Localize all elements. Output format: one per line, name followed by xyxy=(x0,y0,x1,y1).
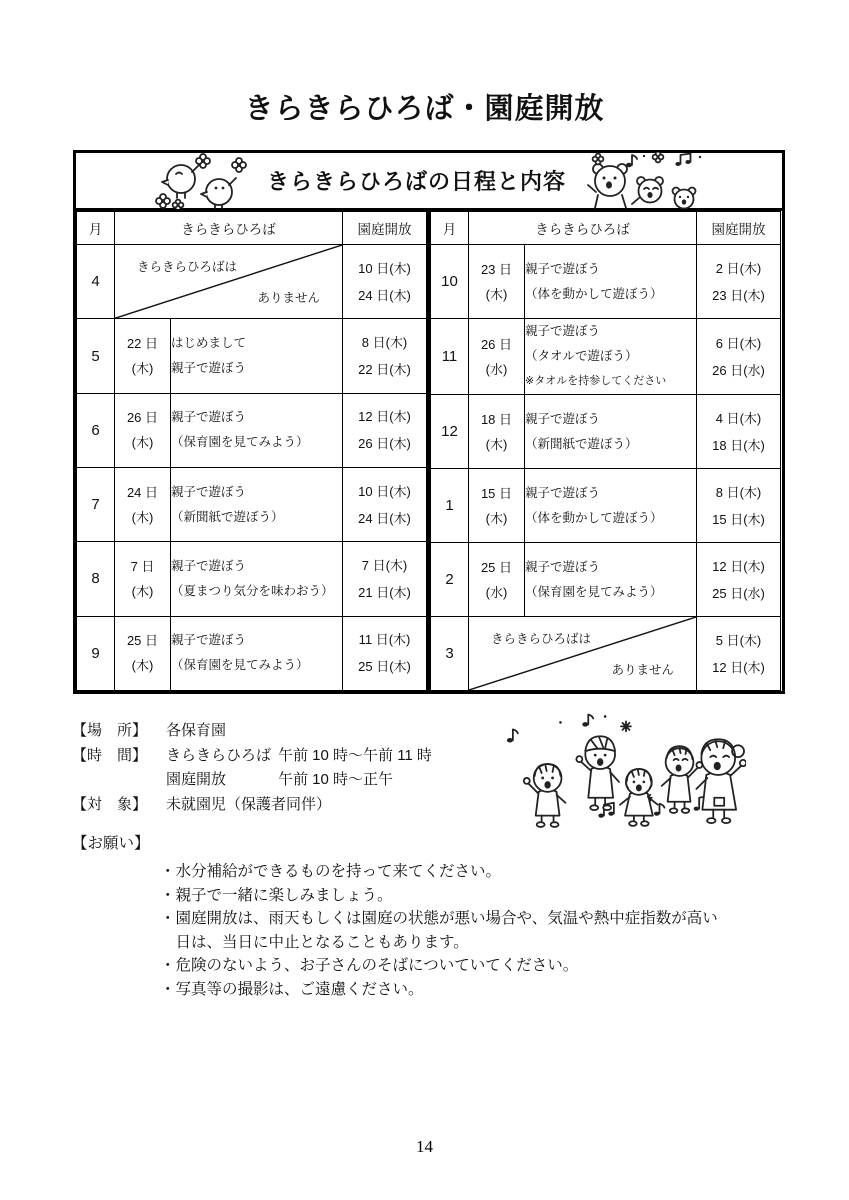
event-date-cell xyxy=(469,395,525,469)
time-row-name: 園庭開放 xyxy=(166,771,227,789)
header-row xyxy=(431,212,781,245)
activity-line: 親子で遊ぼう xyxy=(171,633,247,648)
garden-dates-cell xyxy=(697,319,781,395)
event-weekday: (木) xyxy=(131,509,154,525)
garden-date: 15 日(木) xyxy=(712,511,765,527)
garden-dates-cell xyxy=(343,468,427,542)
garden-date: 11 日(木) xyxy=(358,632,411,648)
schedule-row-december xyxy=(431,395,781,469)
garden-dates-cell xyxy=(697,469,781,543)
event-weekday: (木) xyxy=(485,510,508,526)
activity-line: 親子で遊ぼう xyxy=(171,361,247,376)
garden-date: 24 日(木) xyxy=(358,287,411,303)
activity-cell xyxy=(171,468,343,542)
event-date-cell xyxy=(115,468,171,542)
activity-note: ※タオルを持参してください xyxy=(525,375,667,387)
time-row-value: 午前 10 時～正午 xyxy=(278,771,394,789)
closed-note-line1: きらきらひろばは xyxy=(137,260,238,275)
garden-date: 26 日(木) xyxy=(358,436,411,452)
event-date: 26 日 xyxy=(480,336,513,352)
event-weekday: (木) xyxy=(131,658,154,674)
event-date: 26 日 xyxy=(126,410,159,426)
activity-cell xyxy=(525,245,697,319)
hiroba-column-header: きらきらひろば xyxy=(469,212,697,245)
schedule-row-february xyxy=(431,543,781,617)
event-date-cell xyxy=(469,245,525,319)
activity-line: （新聞紙で遊ぼう） xyxy=(171,509,284,524)
activity-cell xyxy=(525,469,697,543)
activity-line: （保育園を見てみよう） xyxy=(171,435,309,450)
event-date-cell xyxy=(115,393,171,467)
garden-date: 10 日(木) xyxy=(358,483,411,499)
garden-date: 5 日(木) xyxy=(715,632,762,648)
activity-line: 親子で遊ぼう xyxy=(525,485,601,500)
month-cell: 8 xyxy=(77,542,115,616)
activity-line: 親子で遊ぼう xyxy=(525,324,601,338)
schedule-row-november xyxy=(431,319,781,395)
garden-date: 12 日(木) xyxy=(712,659,765,675)
hiroba-closed-cell xyxy=(115,245,343,319)
garden-date: 7 日(木) xyxy=(361,557,408,573)
event-weekday: (木) xyxy=(485,436,508,452)
activity-cell xyxy=(171,616,343,690)
month-cell: 12 xyxy=(431,395,469,469)
month-cell: 3 xyxy=(431,617,469,691)
schedule-row-january xyxy=(431,469,781,543)
activity-cell xyxy=(171,542,343,616)
activity-cell xyxy=(525,543,697,617)
garden-date: 26 日(水) xyxy=(712,362,765,378)
closed-note-line1: きらきらひろばは xyxy=(491,632,592,646)
entei-column-header: 園庭開放 xyxy=(343,212,427,245)
activity-line: 親子で遊ぼう xyxy=(525,261,601,276)
request-text: 写真等の撮影は、ご遠慮ください。 xyxy=(175,980,424,998)
schedule-table-right xyxy=(430,211,781,691)
activity-line: 親子で遊ぼう xyxy=(171,410,247,425)
month-cell: 6 xyxy=(77,393,115,467)
diagonal-line xyxy=(469,617,696,690)
event-weekday: (水) xyxy=(485,361,508,377)
month-cell: 7 xyxy=(77,468,115,542)
chicks-flowers-icon xyxy=(151,153,251,209)
event-date-cell xyxy=(115,319,171,393)
closed-note-line2: ありません xyxy=(257,291,320,306)
request-text: 危険のないよう、お子さんのそばについていてください。 xyxy=(175,957,579,974)
schedule-row-april xyxy=(77,245,427,319)
garden-dates-cell xyxy=(343,245,427,319)
event-date: 15 日 xyxy=(480,485,513,501)
activity-line: 親子で遊ぼう xyxy=(525,559,601,574)
time-label: 【時 間】 xyxy=(72,746,148,764)
garden-date: 8 日(木) xyxy=(715,484,762,500)
event-weekday: (水) xyxy=(485,584,508,600)
request-text: 園庭開放は、雨天もしくは園庭の状態が悪い場合や、気温や熱中症指数が高い日は、当日に中止となることもあります。 xyxy=(175,910,718,951)
month-cell: 10 xyxy=(431,245,469,319)
schedule-band xyxy=(76,153,782,211)
bullet-icon: ・ xyxy=(160,980,176,998)
activity-line: （体を動かして遊ぼう） xyxy=(525,510,663,525)
garden-date: 24 日(木) xyxy=(358,510,411,526)
event-date-cell xyxy=(115,542,171,616)
request-item xyxy=(160,860,732,884)
page-title: きらきらひろば・園庭開放 xyxy=(244,93,605,125)
time-row-name: きらきらひろば xyxy=(166,746,272,764)
activity-cell xyxy=(171,319,343,393)
garden-date: 10 日(木) xyxy=(358,260,411,276)
garden-date: 23 日(木) xyxy=(712,287,765,303)
garden-date: 12 日(木) xyxy=(712,558,765,574)
activity-cell xyxy=(525,319,697,395)
event-date-cell xyxy=(469,319,525,395)
requests-list xyxy=(160,860,732,1001)
place-label: 【場 所】 xyxy=(72,722,148,739)
request-text: 水分補給ができるものを持って来てください。 xyxy=(175,863,502,880)
garden-dates-cell xyxy=(343,616,427,690)
event-date: 25 日 xyxy=(480,559,513,575)
info-block xyxy=(72,719,502,818)
bears-singing-icon xyxy=(582,152,707,210)
month-column-header: 月 xyxy=(77,212,115,245)
event-date: 7 日 xyxy=(130,558,155,574)
time-row-value: 午前 10 時～午前 11 時 xyxy=(278,746,432,764)
garden-dates-cell xyxy=(697,543,781,617)
garden-date: 6 日(木) xyxy=(715,335,762,351)
month-column-header: 月 xyxy=(431,212,469,245)
activity-line: 親子で遊ぼう xyxy=(525,411,601,426)
schedule-table-left xyxy=(76,211,427,691)
activity-line: （体を動かして遊ぼう） xyxy=(525,286,663,301)
garden-date: 2 日(木) xyxy=(715,260,762,276)
activity-line: 親子で遊ぼう xyxy=(171,558,247,573)
entei-column-header: 園庭開放 xyxy=(697,212,781,245)
activity-cell xyxy=(171,393,343,467)
garden-dates-cell xyxy=(697,395,781,469)
month-cell: 2 xyxy=(431,543,469,617)
month-cell: 11 xyxy=(431,319,469,395)
schedule-row-june xyxy=(77,393,427,467)
activity-line: （保育園を見てみよう） xyxy=(525,584,663,599)
page-number: 14 xyxy=(416,1137,433,1156)
event-weekday: (木) xyxy=(485,286,508,302)
garden-dates-cell xyxy=(343,319,427,393)
schedule-row-august xyxy=(77,542,427,616)
bullet-icon: ・ xyxy=(160,863,176,880)
garden-dates-cell xyxy=(343,393,427,467)
garden-date: 4 日(木) xyxy=(715,410,762,426)
target-label: 【対 象】 xyxy=(72,796,148,814)
bullet-icon: ・ xyxy=(160,957,176,974)
month-cell: 4 xyxy=(77,245,115,319)
garden-date: 12 日(木) xyxy=(358,409,411,425)
event-weekday: (木) xyxy=(131,361,154,377)
requests-block xyxy=(72,831,732,1001)
event-date-cell xyxy=(469,469,525,543)
request-item xyxy=(160,978,732,1002)
diagonal-line xyxy=(115,245,342,318)
activity-line: はじめまして xyxy=(171,336,247,351)
schedule-row-july xyxy=(77,468,427,542)
target-value: 未就園児（保護者同伴） xyxy=(166,796,332,814)
event-weekday: (木) xyxy=(131,435,154,451)
bullet-icon: ・ xyxy=(160,886,176,904)
schedule-band-title: きらきらひろばの日程と内容 xyxy=(266,169,566,194)
bullet-icon: ・ xyxy=(160,910,176,927)
request-item xyxy=(160,954,732,978)
month-cell: 1 xyxy=(431,469,469,543)
request-item xyxy=(160,907,732,954)
garden-dates-cell xyxy=(343,542,427,616)
event-date-cell xyxy=(469,543,525,617)
requests-title: 【お願い】 xyxy=(72,835,150,852)
header-row xyxy=(77,212,427,245)
month-cell: 9 xyxy=(77,616,115,690)
children-singing-illustration xyxy=(498,710,746,832)
schedule-box xyxy=(73,150,785,694)
month-cell: 5 xyxy=(77,319,115,393)
garden-dates-cell xyxy=(697,617,781,691)
hiroba-column-header: きらきらひろば xyxy=(115,212,343,245)
event-weekday: (木) xyxy=(131,583,154,599)
garden-date: 8 日(木) xyxy=(361,335,408,351)
closed-note-line2: ありません xyxy=(611,663,674,677)
activity-line: （新聞紙で遊ぼう） xyxy=(525,436,638,451)
schedule-row-march xyxy=(431,617,781,691)
request-item xyxy=(160,884,732,908)
garden-date: 22 日(木) xyxy=(358,362,411,378)
schedule-row-may xyxy=(77,319,427,393)
activity-line: （保育園を見てみよう） xyxy=(171,658,309,673)
garden-date: 21 日(木) xyxy=(358,584,411,600)
garden-dates-cell xyxy=(697,245,781,319)
hiroba-closed-cell xyxy=(469,617,697,691)
place-value: 各保育園 xyxy=(166,722,227,739)
garden-date: 25 日(木) xyxy=(358,659,411,675)
garden-date: 25 日(水) xyxy=(712,585,765,601)
schedule-row-october xyxy=(431,245,781,319)
time-label-spacer xyxy=(72,768,166,793)
event-date: 25 日 xyxy=(126,633,159,649)
event-date: 23 日 xyxy=(480,261,513,277)
activity-line: （夏まつり気分を味わおう） xyxy=(171,583,334,598)
event-date: 18 日 xyxy=(480,411,513,427)
event-date-cell xyxy=(115,616,171,690)
garden-date: 18 日(木) xyxy=(712,437,765,453)
activity-line: 親子で遊ぼう xyxy=(171,484,247,499)
event-date: 24 日 xyxy=(126,484,159,500)
schedule-row-september xyxy=(77,616,427,690)
activity-line: （タオルで遊ぼう） xyxy=(525,349,638,363)
event-date: 22 日 xyxy=(126,336,159,352)
activity-cell xyxy=(525,395,697,469)
request-text: 親子で一緒に楽しみましょう。 xyxy=(175,886,393,904)
